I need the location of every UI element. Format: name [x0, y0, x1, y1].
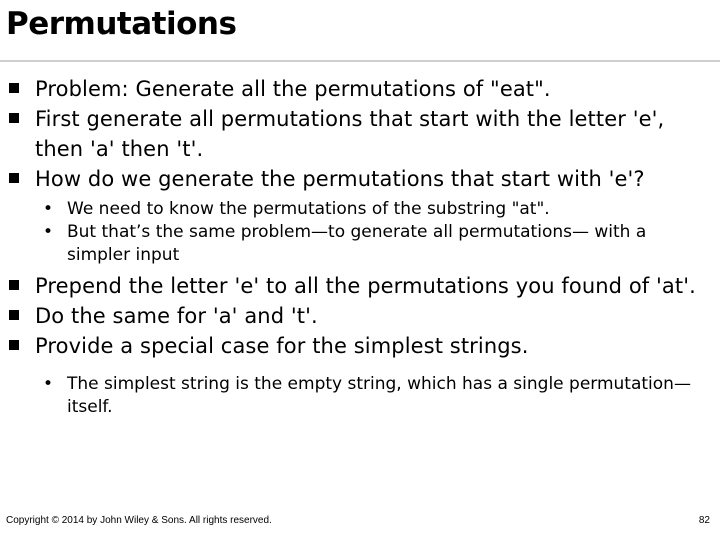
bullet-text: Do the same for 'a' and 't'.: [35, 304, 318, 328]
round-bullet-icon: •: [43, 222, 54, 242]
sub-bullet-text: We need to know the permutations of the substring "at".: [67, 199, 550, 219]
round-bullet-icon: •: [43, 199, 54, 219]
bullet-item: [0, 74, 720, 104]
bullet-text: Prepend the letter 'e' to all the permutations you found of 'at'.: [35, 274, 696, 298]
title-divider: [0, 60, 720, 62]
square-bullet-icon: [9, 113, 19, 123]
sub-bullet-text: But that’s the same problem—to generate all permutations— with a simpler input: [67, 222, 647, 265]
round-bullet-icon: •: [43, 374, 54, 394]
square-bullet-icon: [9, 340, 19, 350]
bullet-item: [0, 164, 720, 194]
bullet-item: [0, 331, 720, 361]
square-bullet-icon: [9, 173, 19, 183]
square-bullet-icon: [9, 310, 19, 320]
sub-bullet-item: [0, 373, 720, 419]
bullet-text: Problem: Generate all the permutations of "eat".: [35, 77, 551, 101]
slide-title: Permutations: [6, 6, 237, 42]
page-number: 82: [698, 515, 710, 526]
slide-content: [0, 74, 720, 419]
square-bullet-icon: [9, 83, 19, 93]
sub-bullet-item: [0, 198, 720, 221]
bullet-item: [0, 104, 720, 164]
square-bullet-icon: [9, 280, 19, 290]
bullet-text: Provide a special case for the simplest strings.: [35, 334, 529, 358]
sub-bullet-text: The simplest string is the empty string, which has a single permutation—itself.: [67, 374, 691, 417]
bullet-item: [0, 301, 720, 331]
bullet-text: How do we generate the permutations that start with 'e'?: [35, 167, 645, 191]
spacer: [0, 361, 720, 373]
copyright-footer: Copyright © 2014 by John Wiley & Sons. All rights reserved.: [6, 515, 272, 526]
bullet-text: First generate all permutations that start with the letter 'e', then 'a' then 't'.: [35, 107, 665, 161]
sub-bullet-item: [0, 221, 720, 267]
bullet-item: [0, 271, 720, 301]
